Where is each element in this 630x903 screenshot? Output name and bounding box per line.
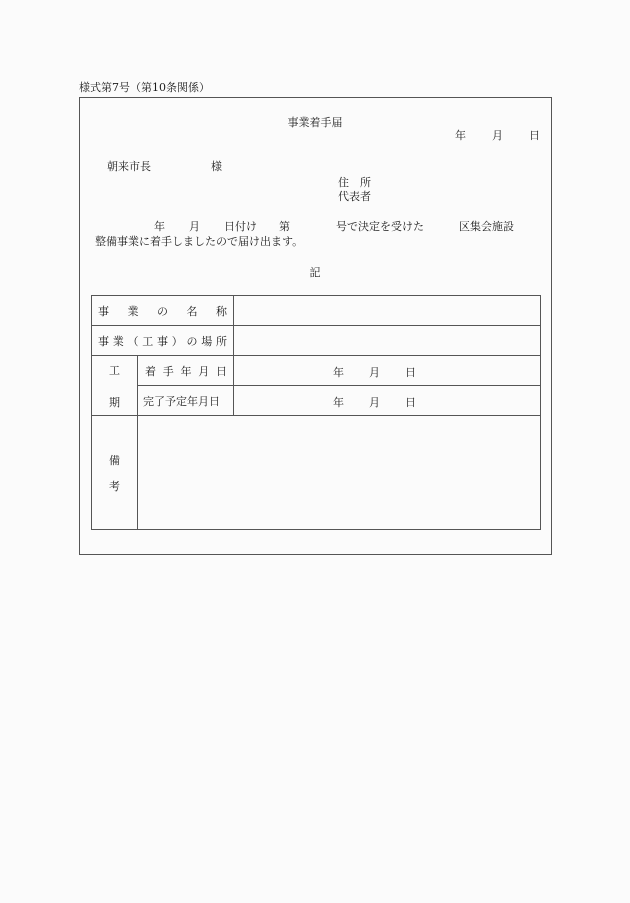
char: 考 — [109, 479, 120, 493]
addressee-honorific: 様 — [211, 160, 222, 173]
project-place-value-cell[interactable] — [234, 326, 541, 356]
char: （ — [127, 334, 139, 348]
period-label-cell — [92, 356, 138, 416]
addressee-name: 朝来市長 — [107, 160, 151, 173]
body-month: 月 — [189, 220, 200, 233]
end-date-value-cell[interactable] — [234, 386, 541, 416]
char: 事 — [98, 334, 109, 348]
end-year-label: 年 — [333, 396, 344, 409]
project-name-value-cell[interactable] — [234, 296, 541, 326]
document-title: 事業着手届 — [287, 116, 343, 129]
char: 年 — [180, 364, 192, 378]
char: 事 — [157, 334, 168, 348]
char: 称 — [216, 304, 227, 318]
submission-date-line — [455, 129, 540, 142]
body-decision: 号で決定を受けた — [336, 220, 424, 233]
month-label: 月 — [492, 129, 503, 142]
char: の — [186, 334, 198, 348]
body-day-date: 日付け — [224, 220, 257, 233]
start-year-label: 年 — [333, 366, 344, 379]
day-label: 日 — [529, 129, 540, 142]
record-table — [91, 295, 541, 530]
project-name-label-cell — [92, 296, 234, 326]
char: 手 — [162, 364, 174, 378]
char: 月 — [198, 364, 210, 378]
address-label: 住 所 — [338, 176, 371, 189]
addressee — [107, 160, 222, 173]
remarks-label-cell — [92, 416, 138, 530]
body-facility: 区集会施設 — [459, 220, 514, 233]
body-line-1 — [154, 220, 514, 233]
body-line-2: 整備事業に着手しましたので届け出ます。 — [95, 235, 304, 248]
char: 日 — [216, 364, 227, 378]
body-number-prefix: 第 — [279, 220, 290, 233]
end-date-label: 完了予定年月日 — [143, 394, 220, 408]
char: 事 — [98, 304, 109, 318]
char: 場 — [201, 334, 213, 348]
body-year: 年 — [154, 220, 165, 233]
char: 名 — [186, 304, 198, 318]
char: の — [157, 304, 168, 318]
start-date-label-cell — [138, 356, 234, 386]
start-month-label: 月 — [369, 366, 380, 379]
char: 工 — [142, 334, 154, 348]
char: 業 — [112, 334, 124, 348]
char: 業 — [127, 304, 139, 318]
char: 期 — [109, 395, 120, 409]
representative-label: 代表者 — [338, 190, 371, 203]
end-date-label-cell — [138, 386, 234, 416]
char: ） — [171, 334, 183, 348]
char: 着 — [145, 364, 156, 378]
form-number-label: 様式第7号（第10条関係） — [79, 81, 210, 94]
remarks-value-cell[interactable] — [138, 416, 541, 530]
end-month-label: 月 — [369, 396, 380, 409]
project-place-label-cell — [92, 326, 234, 356]
year-label: 年 — [455, 129, 466, 142]
char: 所 — [216, 334, 227, 348]
char: 工 — [109, 363, 120, 377]
char: 備 — [109, 453, 120, 467]
end-day-label: 日 — [405, 396, 416, 409]
start-day-label: 日 — [405, 366, 416, 379]
start-date-value-cell[interactable] — [234, 356, 541, 386]
ki-heading: 記 — [309, 266, 321, 279]
